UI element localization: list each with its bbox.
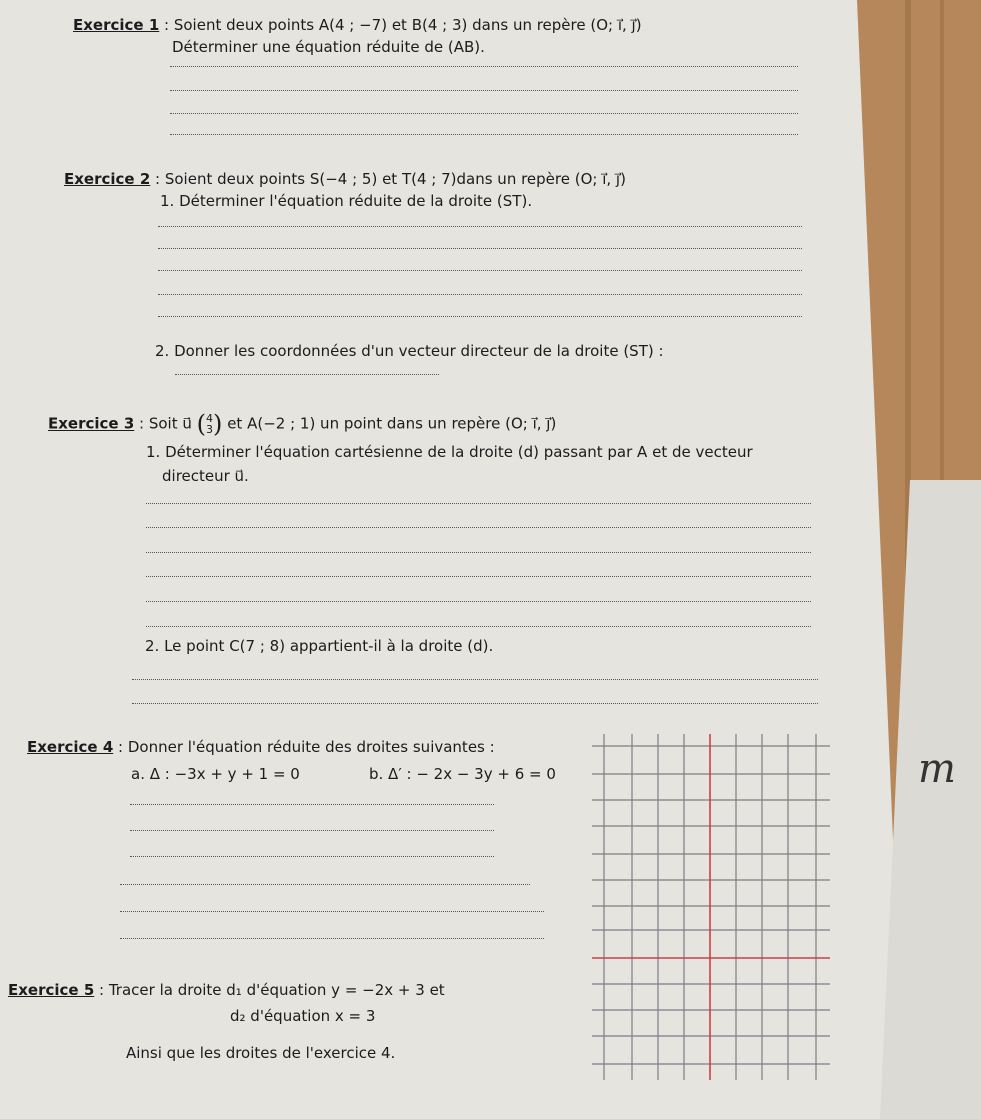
answer-line[interactable] [146,503,811,504]
ex3-heading [48,410,556,438]
answer-line[interactable] [158,316,802,317]
coordinate-grid[interactable] [592,730,832,1082]
handwritten-signature: m [918,746,956,792]
second-sheet [880,480,981,1119]
vector-u-y: 3 [206,423,214,436]
ex3-question-1b: directeur u⃗. [162,467,249,485]
answer-line[interactable] [120,911,544,912]
ex4-heading [27,738,495,756]
ex2-intro: : Soient deux points S(−4 ; 5) et T(4 ; 7)dans un repère (O; i⃗, j⃗) [155,170,626,188]
ex1-question: Déterminer une équation réduite de (AB). [172,38,485,56]
answer-line[interactable] [170,66,798,67]
vector-paren-open: ( [196,410,207,438]
answer-line[interactable] [170,134,798,135]
answer-line[interactable] [130,856,494,857]
ex4-label: Exercice 4 [27,738,114,756]
answer-line[interactable] [146,552,811,553]
ex2-label: Exercice 2 [64,170,151,188]
ex3-label: Exercice 3 [48,414,135,433]
vector-paren-close: ) [213,410,223,438]
answer-line[interactable] [175,374,439,375]
ex1-heading [73,16,642,34]
ex5-label: Exercice 5 [8,981,95,999]
ex5-end: Ainsi que les droites de l'exercice 4. [126,1044,396,1062]
grid-lines [592,734,830,1080]
ex2-question-1: 1. Déterminer l'équation réduite de la droite (ST). [160,192,533,210]
answer-line[interactable] [132,679,818,680]
answer-line[interactable] [130,804,494,805]
answer-line[interactable] [146,601,811,602]
vector-u-coords [206,413,213,435]
answer-line[interactable] [170,113,798,114]
ex5-heading [8,981,445,999]
ex1-intro: : Soient deux points A(4 ; −7) et B(4 ; 3) dans un repère (O; i⃗, j⃗) [164,16,642,34]
answer-line[interactable] [132,703,818,704]
ex4-item-a: a. Δ : −3x + y + 1 = 0 [131,765,300,783]
ex2-question-2: 2. Donner les coordonnées d'un vecteur directeur de la droite (ST) : [155,342,664,360]
ex1-label: Exercice 1 [73,16,160,34]
answer-line[interactable] [146,576,811,577]
ex5-d2: d₂ d'équation x = 3 [230,1007,376,1025]
ex3-soit: : Soit u⃗ [139,414,192,433]
ex5-intro: : Tracer la droite d₁ d'équation y = −2x + 3 et [99,981,445,999]
ex4-item-b: b. Δ′ : − 2x − 3y + 6 = 0 [369,765,556,783]
answer-line[interactable] [158,270,802,271]
answer-line[interactable] [158,294,802,295]
answer-line[interactable] [120,938,544,939]
ex3-intro-rest: et A(−2 ; 1) un point dans un repère (O; i⃗, j⃗) [227,414,557,433]
answer-line[interactable] [130,830,494,831]
answer-line[interactable] [146,527,811,528]
answer-line[interactable] [158,226,802,227]
ex4-intro: : Donner l'équation réduite des droites suivantes : [118,738,495,756]
answer-line[interactable] [146,626,811,627]
vector-u-x: 4 [206,412,214,425]
answer-line[interactable] [170,90,798,91]
answer-line[interactable] [120,884,530,885]
ex3-question-2: 2. Le point C(7 ; 8) appartient-il à la droite (d). [145,637,494,655]
ex2-heading [64,170,626,188]
answer-line[interactable] [158,248,802,249]
ex3-question-1a: 1. Déterminer l'équation cartésienne de la droite (d) passant par A et de vecteur [146,443,753,461]
